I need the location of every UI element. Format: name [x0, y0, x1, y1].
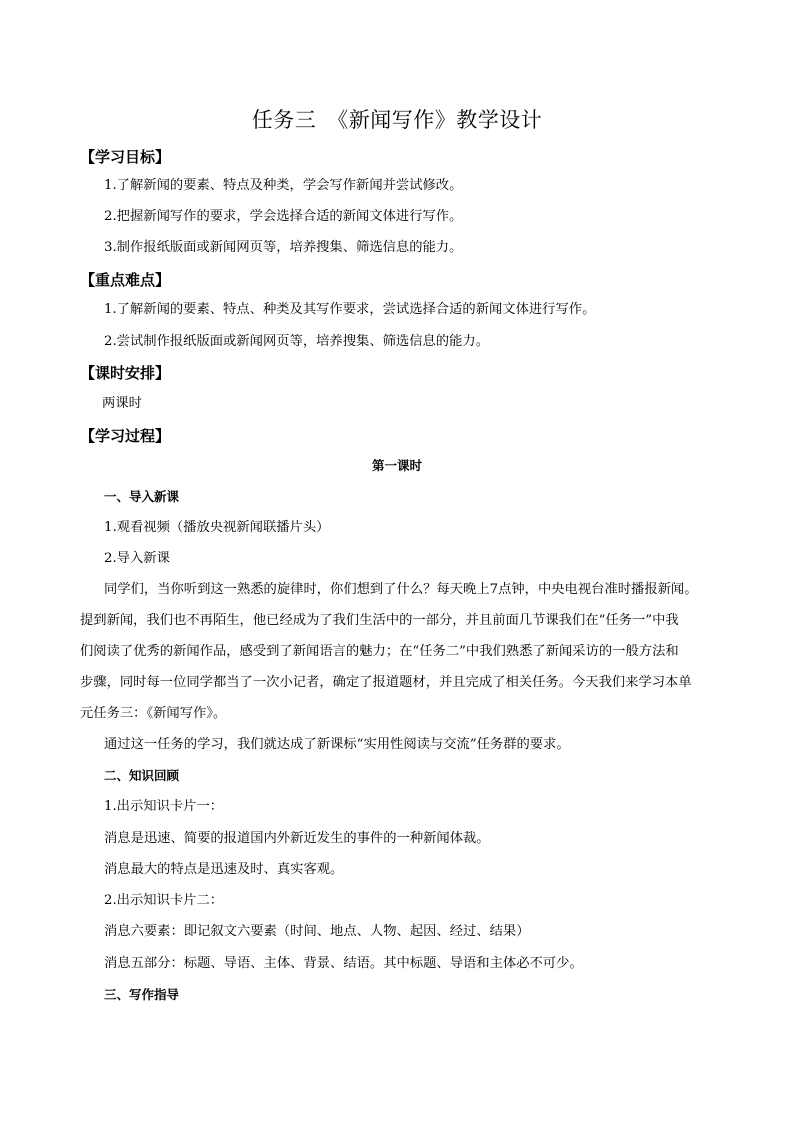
knowledge-card-2-text-b: 消息五部分：标题、导语、主体、背景、结语。其中标题、导语和主体必不可少。 [104, 956, 583, 971]
goal-item-1: 1.了解新闻的要素、特点及种类，学会写作新闻并尝试修改。 [104, 178, 463, 193]
part1-heading: 一、导入新课 [104, 489, 180, 504]
part3-heading: 三、写作指导 [104, 987, 180, 1002]
schedule-text: 两课时 [102, 396, 142, 411]
knowledge-card-1-title: 1.出示知识卡片一： [104, 799, 224, 814]
section-heading-process: 【学习过程】 [80, 427, 171, 445]
part1-para1-line-4: 步骤，同时每一位同学都当了一次小记者，确定了报道题材，并且完成了相关任务。今天我们来学习本单 [80, 675, 692, 690]
part1-item-2: 2.导入新课 [104, 551, 170, 566]
part1-para1-line-3: 们阅读了优秀的新闻作品，感受到了新闻语言的魅力；在“任务二”中我们熟悉了新闻采访的一般方法和 [80, 644, 679, 659]
section-heading-schedule: 【课时安排】 [80, 364, 171, 382]
part1-para2: 通过这一任务的学习，我们就达成了新课标“实用性阅读与交流”任务群的要求。 [104, 737, 570, 752]
document-title: 任务三 《新闻写作》教学设计 [251, 108, 543, 132]
keypoint-item-2: 2.尝试制作报纸版面或新闻网页等，培养搜集、筛选信息的能力。 [104, 334, 489, 349]
part1-item-1: 1.观看视频（播放央视新闻联播片头） [104, 520, 330, 535]
part1-para1-line-1: 同学们，当你听到这一熟悉的旋律时，你们想到了什么？每天晚上7点钟，中央电视台准时播报新闻。 [104, 582, 698, 597]
lesson-heading: 第一课时 [371, 458, 422, 473]
section-heading-keypoints: 【重点难点】 [80, 271, 171, 289]
keypoint-item-1: 1.了解新闻的要素、特点、种类及其写作要求，尝试选择合适的新闻文体进行写作。 [104, 302, 596, 317]
knowledge-card-2-title: 2.出示知识卡片二： [104, 893, 224, 908]
knowledge-card-2-text-a: 消息六要素：即记叙文六要素（时间、地点、人物、起因、经过、结果） [104, 924, 530, 939]
part1-para1-line-2: 提到新闻，我们也不再陌生，他已经成为了我们生活中的一部分，并且前面几节课我们在“任务一”中我 [80, 613, 679, 628]
goal-item-3: 3.制作报纸版面或新闻网页等，培养搜集、筛选信息的能力。 [104, 240, 463, 255]
knowledge-card-1-text-b: 消息最大的特点是迅速及时、真实客观。 [104, 862, 344, 877]
part2-heading: 二、知识回顾 [104, 768, 180, 783]
part1-para1-line-5: 元任务三：《新闻写作》。 [80, 706, 227, 721]
goal-item-2: 2.把握新闻写作的要求，学会选择合适的新闻文体进行写作。 [104, 209, 463, 224]
knowledge-card-1-text-a: 消息是迅速、简要的报道国内外新近发生的事件的一种新闻体裁。 [104, 831, 490, 846]
section-heading-goals: 【学习目标】 [80, 148, 171, 166]
